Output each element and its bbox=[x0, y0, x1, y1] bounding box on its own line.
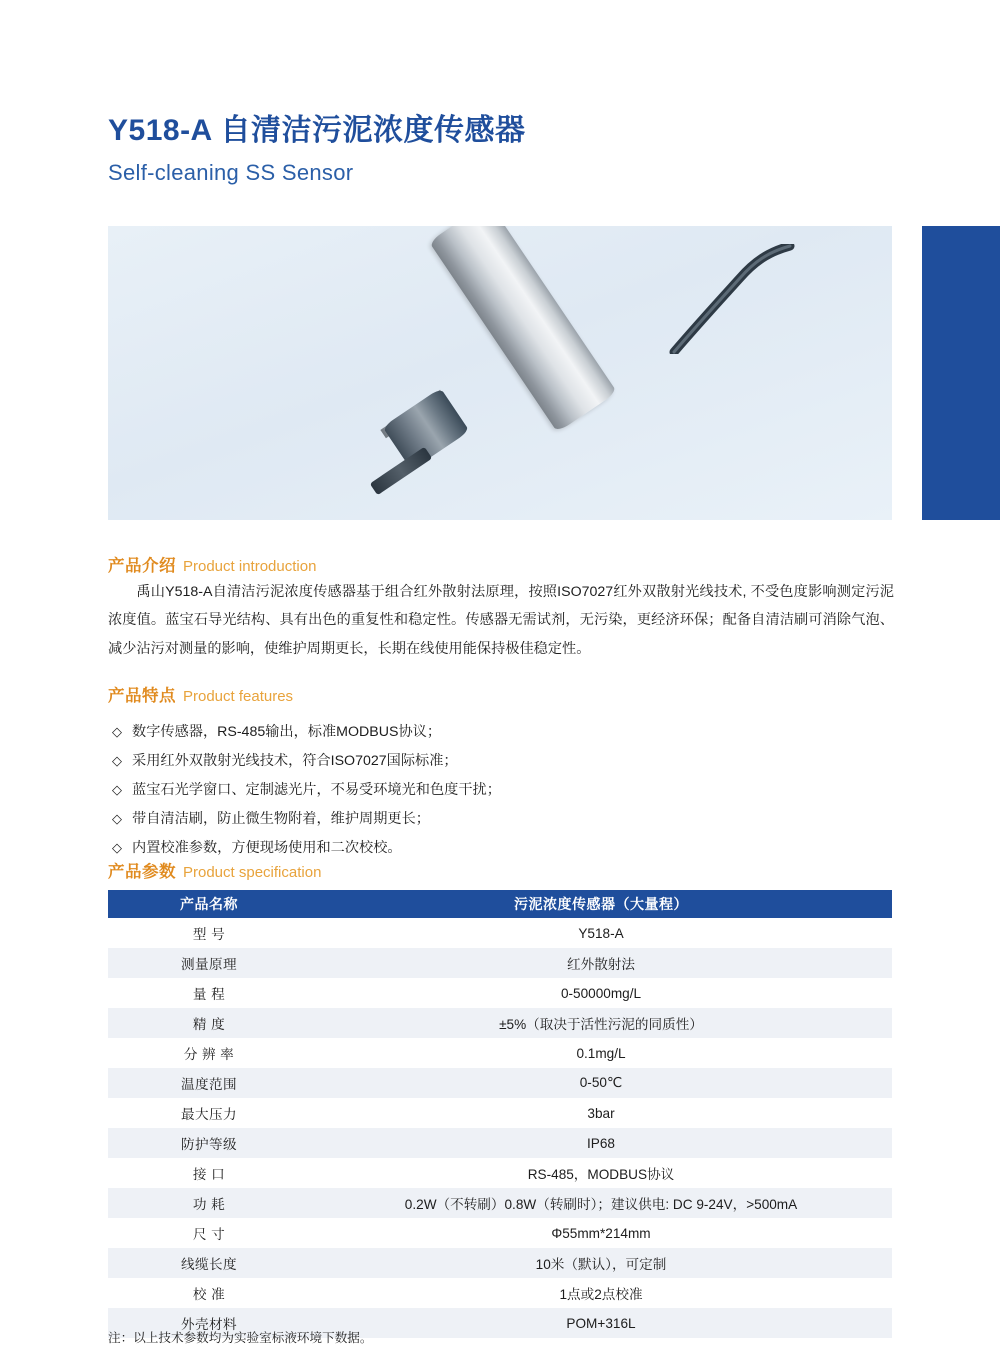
product-photo bbox=[108, 226, 892, 520]
table-cell-value: 1点或2点校准 bbox=[310, 1278, 892, 1308]
diamond-bullet-icon: ◇ bbox=[112, 811, 122, 827]
section-heading-specification bbox=[108, 858, 321, 882]
section-heading-introduction bbox=[108, 552, 316, 576]
list-item bbox=[112, 718, 912, 747]
list-item-label: 采用红外双散射光线技术，符合ISO7027国际标准； bbox=[132, 753, 458, 770]
list-item bbox=[112, 776, 912, 805]
sensor-illustration bbox=[108, 226, 892, 520]
section-heading-introduction-cn: 产品介绍 bbox=[108, 557, 176, 575]
list-item-label: 带自清洁刷，防止微生物附着，维护周期更长； bbox=[132, 811, 430, 828]
page-title: Y518-A 自清洁污泥浓度传感器 bbox=[108, 114, 526, 147]
diamond-bullet-icon: ◇ bbox=[112, 840, 122, 856]
table-cell-value: RS-485，MODBUS协议 bbox=[310, 1158, 892, 1188]
table-cell-value: 10米（默认），可定制 bbox=[310, 1248, 892, 1278]
section-heading-features bbox=[108, 682, 293, 706]
section-heading-specification-en: Product specification bbox=[183, 864, 322, 881]
section-heading-features-cn: 产品特点 bbox=[108, 687, 176, 705]
diamond-bullet-icon: ◇ bbox=[112, 724, 122, 739]
table-cell-label: 量 程 bbox=[108, 978, 310, 1008]
table-header-row bbox=[108, 890, 892, 918]
table-row bbox=[108, 1278, 892, 1308]
table-cell-value: Φ55mm*214mm bbox=[310, 1218, 892, 1248]
section-heading-specification-cn: 产品参数 bbox=[108, 863, 176, 881]
table-row bbox=[108, 1218, 892, 1248]
table-row bbox=[108, 1038, 892, 1068]
introduction-paragraph: 禹山Y518-A自清洁污泥浓度传感器基于组合红外散射法原理，按照ISO7027红外双散射光线技术, 不受色度影响测定污泥浓度值。蓝宝石导光结构、具有出色的重复性和稳定性。传感器无需试剂，无污染，更经济环保；配备自清洁刷可消除气泡、减少沾污对测量的影响，使维护周期更长，长期在线使用能保持极佳稳定性。 bbox=[108, 584, 894, 657]
table-cell-value: 0-50000mg/L bbox=[310, 978, 892, 1008]
sensor-cable-icon bbox=[668, 244, 818, 354]
list-item bbox=[112, 747, 912, 776]
list-item-label: 蓝宝石光学窗口、定制滤光片，不易受环境光和色度干扰； bbox=[132, 782, 501, 799]
table-cell-label: 接 口 bbox=[108, 1158, 310, 1188]
table-cell-label: 外壳材料 bbox=[108, 1308, 310, 1338]
table-row bbox=[108, 1008, 892, 1038]
features-list bbox=[112, 718, 912, 864]
table-footnote: 注：以上技术参数均为实验室标液环境下数据。 bbox=[108, 1331, 373, 1345]
table-cell-value: IP68 bbox=[310, 1128, 892, 1158]
list-item bbox=[112, 805, 912, 834]
table-header-cell-value: 污泥浓度传感器（大量程） bbox=[310, 890, 892, 918]
table-cell-label: 校 准 bbox=[108, 1278, 310, 1308]
table-row bbox=[108, 1248, 892, 1278]
table-cell-label: 防护等级 bbox=[108, 1128, 310, 1158]
section-heading-introduction-en: Product introduction bbox=[183, 558, 317, 575]
table-cell-value: 0.1mg/L bbox=[310, 1038, 892, 1068]
section-heading-features-en: Product features bbox=[183, 688, 294, 705]
table-row bbox=[108, 1098, 892, 1128]
table-cell-label: 尺 寸 bbox=[108, 1218, 310, 1248]
table-cell-label: 精 度 bbox=[108, 1008, 310, 1038]
sensor-body bbox=[429, 226, 617, 432]
table-cell-label: 最大压力 bbox=[108, 1098, 310, 1128]
table-row bbox=[108, 918, 892, 948]
page-title-block bbox=[108, 112, 525, 186]
table-row bbox=[108, 1128, 892, 1158]
table-cell-label: 线缆长度 bbox=[108, 1248, 310, 1278]
table-cell-value: ±5%（取决于活性污泥的同质性） bbox=[310, 1008, 892, 1038]
table-cell-label: 型 号 bbox=[108, 918, 310, 948]
list-item-label: 数字传感器，RS-485输出，标准MODBUS协议； bbox=[132, 724, 442, 740]
table-row bbox=[108, 1158, 892, 1188]
table-cell-value: 3bar bbox=[310, 1098, 892, 1128]
table-row bbox=[108, 1068, 892, 1098]
table-header-cell-name: 产品名称 bbox=[108, 890, 310, 918]
table-cell-value: POM+316L bbox=[310, 1308, 892, 1338]
table-cell-value: 0-50℃ bbox=[310, 1068, 892, 1098]
table-cell-value: 红外散射法 bbox=[310, 948, 892, 978]
list-item-label: 内置校准参数，方便现场使用和二次校校。 bbox=[132, 840, 402, 857]
table-cell-label: 功 耗 bbox=[108, 1188, 310, 1218]
hero-accent-bar bbox=[922, 226, 1000, 520]
table-cell-label: 测量原理 bbox=[108, 948, 310, 978]
table-cell-value: Y518-A bbox=[310, 918, 892, 948]
page-subtitle: Self-cleaning SS Sensor bbox=[108, 159, 354, 185]
table-cell-value: 0.2W（不转刷）0.8W（转刷时）；建议供电: DC 9-24V，>500mA bbox=[310, 1188, 892, 1218]
diamond-bullet-icon: ◇ bbox=[112, 753, 122, 769]
specification-table bbox=[108, 890, 892, 1338]
table-cell-label: 分 辨 率 bbox=[108, 1038, 310, 1068]
table-row bbox=[108, 1188, 892, 1218]
table-row bbox=[108, 978, 892, 1008]
table-cell-label: 温度范围 bbox=[108, 1068, 310, 1098]
table-row bbox=[108, 948, 892, 978]
diamond-bullet-icon: ◇ bbox=[112, 782, 122, 798]
